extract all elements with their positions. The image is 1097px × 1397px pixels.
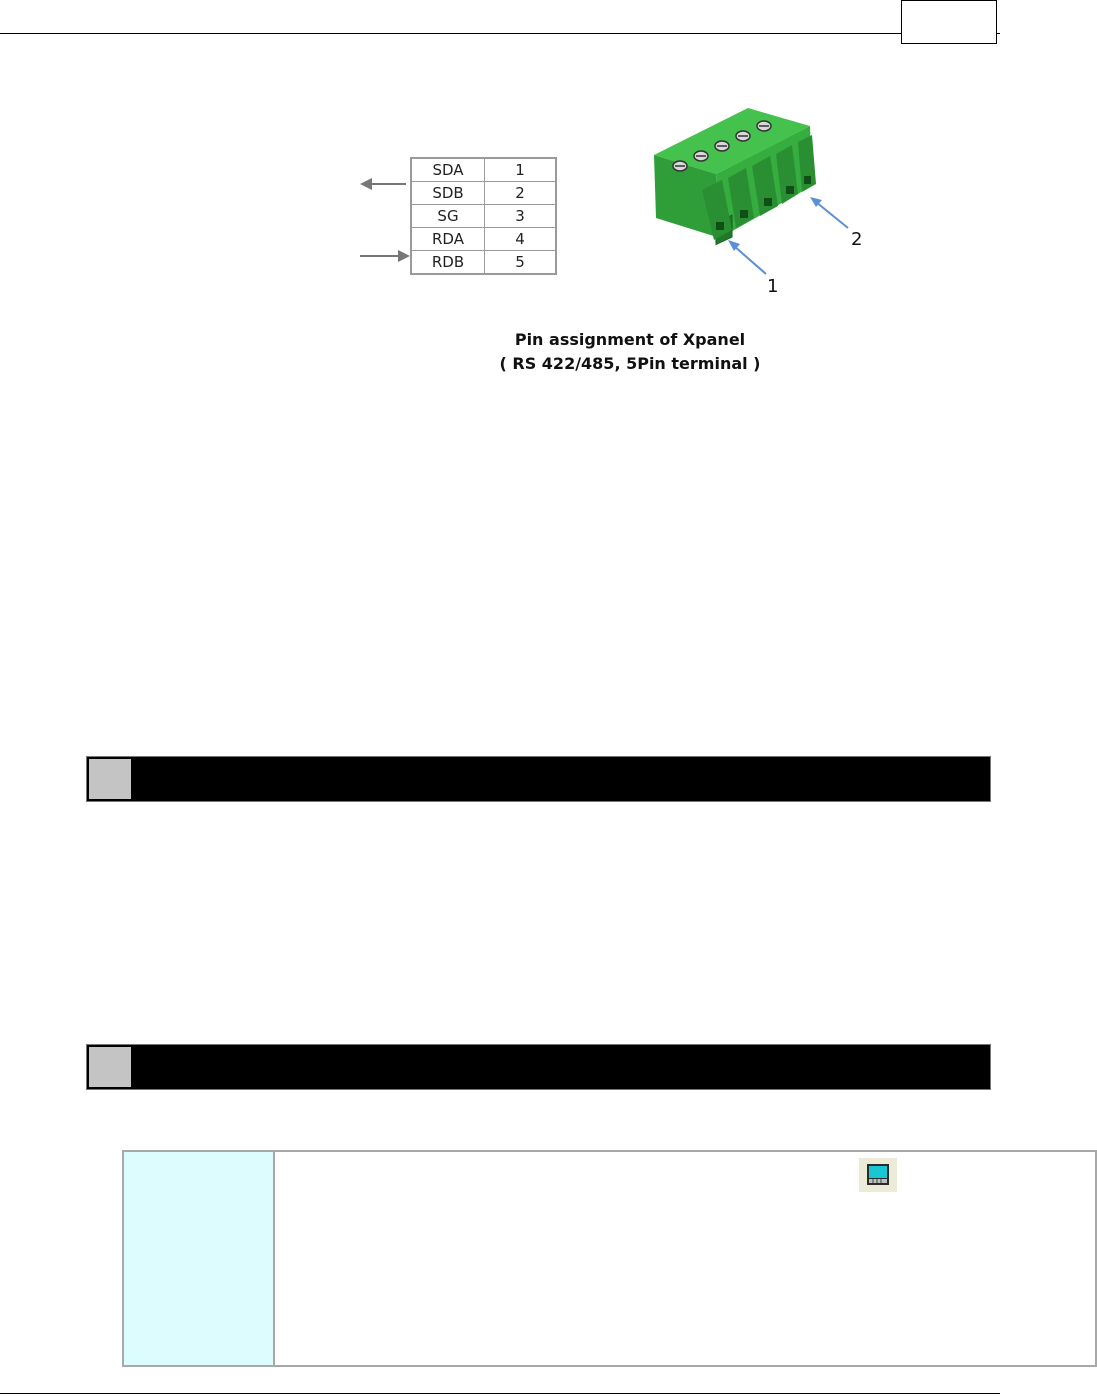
figure-caption — [470, 328, 790, 376]
section-marker — [89, 1047, 131, 1087]
pin-number: 1 — [485, 158, 557, 182]
table-row — [411, 251, 556, 275]
screen-window-icon — [859, 1158, 897, 1192]
pin-signal: SDA — [411, 158, 485, 182]
pin-number: 2 — [485, 182, 557, 205]
pin-assignment-table — [410, 157, 557, 275]
connector-label-2: 2 — [851, 229, 863, 250]
table-row — [411, 158, 556, 182]
section-header-bar — [86, 1044, 991, 1090]
section-marker — [89, 759, 131, 799]
output-arrow-icon — [358, 176, 410, 192]
callout-arrow-1 — [724, 236, 770, 278]
header-rule — [0, 33, 1000, 34]
table-row — [411, 228, 556, 251]
table-row — [411, 205, 556, 228]
section-header-bar — [86, 756, 991, 802]
caption-line-2: ( RS 422/485, 5Pin terminal ) — [499, 354, 761, 373]
pin-signal: RDA — [411, 228, 485, 251]
page-number-box — [901, 0, 997, 44]
pin-number: 4 — [485, 228, 557, 251]
callout-arrow-2 — [806, 194, 852, 234]
footer-rule — [0, 1393, 1000, 1394]
caption-line-1: Pin assignment of Xpanel — [514, 330, 746, 349]
note-label-panel — [124, 1152, 275, 1365]
pin-signal: RDB — [411, 251, 485, 275]
pin-number: 5 — [485, 251, 557, 275]
connector-label-1: 1 — [767, 276, 779, 297]
input-arrow-icon — [358, 248, 412, 264]
table-row — [411, 182, 556, 205]
pin-number: 3 — [485, 205, 557, 228]
pin-signal: SG — [411, 205, 485, 228]
note-box — [122, 1150, 1097, 1367]
pin-signal: SDB — [411, 182, 485, 205]
